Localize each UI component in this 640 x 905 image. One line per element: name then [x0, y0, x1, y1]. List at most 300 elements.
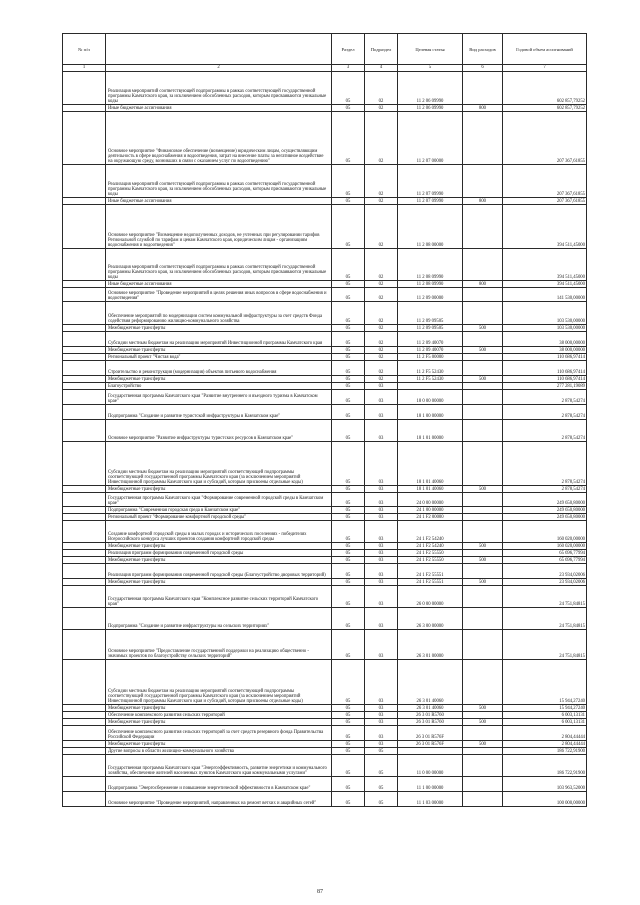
row-name-cell: Основное мероприятие "Финансовое обеспечение (возмещение) юридическим лицам, осуществляющим деятельность в сфере водоснабжения и водоотведения, затрат на внесение платы за негативное воздействие на окружающую среду, возникших в связи с оказанием услуг по водоотведению": [106, 112, 332, 165]
row-section-cell: 05: [332, 288, 365, 302]
row-subsection-cell: 02: [365, 198, 398, 205]
row-name-cell: Подпрограмма "Энергосбережение и повышение энергетической эффективности в Камчатском крае": [106, 777, 332, 792]
row-target-cell: 11 1 00 00000: [398, 777, 463, 792]
row-amount-cell: 394 511,45000: [503, 205, 587, 249]
row-amount-cell: 160 020,00000: [503, 521, 587, 543]
col-number: 4: [365, 65, 398, 72]
row-name-cell: Региональный проект "Чистая вода": [106, 354, 332, 361]
row-section-cell: 05: [332, 741, 365, 748]
row-name-cell: Региональный проект "Формирование комфортной городской среды": [106, 514, 332, 521]
row-subsection-cell: 02: [365, 288, 398, 302]
row-name-cell: Субсидии местным бюджетам на реализацию мероприятий соответствующей подпрограммы соответствующей государственной программы Камчатского края (за исключением мероприятий Инвестиционной программы Камчатского края и субсидий, которым присвоены отдельные коды): [106, 442, 332, 486]
row-section-cell: 05: [332, 608, 365, 630]
row-section-cell: 05: [332, 205, 365, 249]
row-number-cell: [63, 755, 106, 777]
row-section-cell: 05: [332, 420, 365, 442]
row-amount-cell: 110 686,97414: [503, 354, 587, 361]
row-number-cell: [63, 493, 106, 507]
row-section-cell: 05: [332, 347, 365, 354]
row-amount-cell: 249 650,80000: [503, 493, 587, 507]
row-subsection-cell: 03: [365, 514, 398, 521]
row-subsection-cell: 03: [365, 630, 398, 660]
row-number-cell: [63, 302, 106, 325]
row-name-cell: Реализация программ формирования современной городской среды: [106, 550, 332, 557]
row-subsection-cell: 03: [365, 712, 398, 719]
row-target-cell: 11 2 06 09990: [398, 72, 463, 105]
row-number-cell: [63, 198, 106, 205]
row-target-cell: 24 1 F2 00000: [398, 514, 463, 521]
row-type-cell: [463, 302, 503, 325]
row-target-cell: 18 1 01 00000: [398, 420, 463, 442]
row-name-cell: Межбюджетные трансферты: [106, 376, 332, 383]
table-row: [63, 777, 587, 792]
row-subsection-cell: 05: [365, 755, 398, 777]
row-type-cell: [463, 288, 503, 302]
row-type-cell: [463, 405, 503, 420]
row-section-cell: 05: [332, 105, 365, 112]
row-section-cell: 05: [332, 72, 365, 105]
row-target-cell: 24 1 00 00000: [398, 507, 463, 514]
row-name-cell: Государственная программа Камчатского края "Развитие внутреннего и въездного туризма в Камчатском крае": [106, 390, 332, 405]
row-number-cell: [63, 557, 106, 564]
row-section-cell: 05: [332, 390, 365, 405]
row-amount-cell: 6 003,13131: [503, 712, 587, 719]
row-subsection-cell: 03: [365, 608, 398, 630]
row-subsection-cell: 02: [365, 302, 398, 325]
table-row: [63, 390, 587, 405]
row-target-cell: 26 0 00 00000: [398, 586, 463, 608]
table-row: [63, 493, 587, 507]
table-row: [63, 726, 587, 741]
row-name-cell: Основное мероприятие "Проведение мероприятий в целях решения иных вопросов в сфере водоснабжения и водоотведения": [106, 288, 332, 302]
row-amount-cell: 103 530,00000: [503, 302, 587, 325]
header-row: [63, 34, 587, 65]
row-number-cell: [63, 719, 106, 726]
row-target-cell: 11 1 03 00000: [398, 792, 463, 807]
row-name-cell: Основное мероприятие "Предоставление государственной поддержки на реализацию общественно - значимых проектов по благоустройству сельских территорий": [106, 630, 332, 660]
row-number-cell: [63, 712, 106, 719]
col-header-type: Вид расходов: [463, 34, 503, 65]
row-amount-cell: 2 878,54274: [503, 390, 587, 405]
row-number-cell: [63, 376, 106, 383]
row-type-cell: [463, 777, 503, 792]
row-section-cell: 05: [332, 755, 365, 777]
table-row: [63, 521, 587, 543]
row-subsection-cell: 03: [365, 390, 398, 405]
table-row: [63, 741, 587, 748]
row-amount-cell: 2 878,54274: [503, 420, 587, 442]
row-target-cell: 11 2 08 09990: [398, 249, 463, 281]
table-row: [63, 332, 587, 347]
row-name-cell: Подпрограмма "Создание и развитие инфраструктуры на сельских территориях": [106, 608, 332, 630]
table-row: [63, 420, 587, 442]
row-section-cell: 05: [332, 792, 365, 807]
row-number-cell: [63, 726, 106, 741]
row-type-cell: 500: [463, 543, 503, 550]
row-type-cell: 500: [463, 376, 503, 383]
row-amount-cell: 207 367,61855: [503, 165, 587, 198]
row-subsection-cell: 03: [365, 586, 398, 608]
row-subsection-cell: 03: [365, 405, 398, 420]
row-name-cell: Межбюджетные трансферты: [106, 557, 332, 564]
row-number-cell: [63, 630, 106, 660]
row-name-cell: Создание комфортной городской среды в малых городах и исторических поселениях - победителях Всероссийского конкурса лучших проектов создания комфортной городской среды: [106, 521, 332, 543]
row-subsection-cell: 02: [365, 72, 398, 105]
row-number-cell: [63, 543, 106, 550]
row-target-cell: 24 1 F2 54240: [398, 521, 463, 543]
table-row: [63, 198, 587, 205]
row-target-cell: 11 2 07 09990: [398, 198, 463, 205]
row-type-cell: [463, 564, 503, 579]
row-amount-cell: 100 000,00000: [503, 792, 587, 807]
row-target-cell: 26 3 01 40060: [398, 660, 463, 705]
row-target-cell: 11 2 09 40070: [398, 332, 463, 347]
table-row: [63, 586, 587, 608]
row-subsection-cell: 02: [365, 165, 398, 198]
row-amount-cell: 602 857,79252: [503, 105, 587, 112]
row-target-cell: 18 1 01 40060: [398, 442, 463, 486]
row-number-cell: [63, 777, 106, 792]
row-number-cell: [63, 325, 106, 332]
row-amount-cell: 2 878,54274: [503, 486, 587, 493]
row-amount-cell: 160 020,00000: [503, 543, 587, 550]
row-amount-cell: 6 003,13131: [503, 719, 587, 726]
row-amount-cell: 110 686,97414: [503, 361, 587, 376]
row-section-cell: 05: [332, 777, 365, 792]
row-number-cell: [63, 579, 106, 586]
table-row: [63, 486, 587, 493]
row-target-cell: 26 3 01 R5760: [398, 719, 463, 726]
row-name-cell: Основное мероприятие "Возмещение недополученных доходов, не учтенных при регулировании тарифов Региональной службой по тарифам и ценам Камчатского края, юридическим лицам - организациям водоснабжения и водоотведения": [106, 205, 332, 249]
row-number-cell: [63, 486, 106, 493]
row-subsection-cell: 03: [365, 564, 398, 579]
row-subsection-cell: 05: [365, 748, 398, 755]
row-subsection-cell: 03: [365, 705, 398, 712]
row-number-cell: [63, 361, 106, 376]
row-subsection-cell: 03: [365, 741, 398, 748]
table-row: [63, 249, 587, 281]
row-type-cell: [463, 792, 503, 807]
table-row: [63, 564, 587, 579]
table-row: [63, 550, 587, 557]
row-number-cell: [63, 608, 106, 630]
table-row: [63, 105, 587, 112]
col-number: 2: [106, 65, 332, 72]
row-subsection-cell: 03: [365, 521, 398, 543]
row-target-cell: 11 2 08 00000: [398, 205, 463, 249]
row-subsection-cell: 02: [365, 281, 398, 288]
table-row: [63, 755, 587, 777]
row-name-cell: Иные бюджетные ассигнования: [106, 198, 332, 205]
row-section-cell: 05: [332, 281, 365, 288]
row-target-cell: 11 2 F5 52430: [398, 376, 463, 383]
table-row: [63, 442, 587, 486]
table-row: [63, 543, 587, 550]
row-type-cell: [463, 755, 503, 777]
row-amount-cell: 394 511,45000: [503, 281, 587, 288]
row-number-cell: [63, 586, 106, 608]
row-target-cell: 26 3 01 00000: [398, 630, 463, 660]
col-header-target: Целевая статья: [398, 34, 463, 65]
table-row: [63, 288, 587, 302]
row-type-cell: 500: [463, 741, 503, 748]
row-name-cell: Государственная программа Камчатского края "Формирование современной городской среды в Камчатском крае": [106, 493, 332, 507]
row-section-cell: 05: [332, 514, 365, 521]
row-target-cell: 26 3 01 R576F: [398, 726, 463, 741]
table-row: [63, 507, 587, 514]
table-row: [63, 514, 587, 521]
row-type-cell: 800: [463, 198, 503, 205]
table-row: [63, 302, 587, 325]
row-target-cell: 26 3 00 00000: [398, 608, 463, 630]
row-number-cell: [63, 72, 106, 105]
row-name-cell: Иные бюджетные ассигнования: [106, 281, 332, 288]
row-target-cell: 18 0 00 00000: [398, 390, 463, 405]
row-target-cell: 11 0 00 00000: [398, 755, 463, 777]
row-subsection-cell: 03: [365, 557, 398, 564]
row-amount-cell: 602 857,79252: [503, 72, 587, 105]
row-section-cell: 05: [332, 564, 365, 579]
row-target-cell: 11 2 09 40070: [398, 347, 463, 354]
row-name-cell: Межбюджетные трансферты: [106, 543, 332, 550]
row-number-cell: [63, 748, 106, 755]
col-number: 3: [332, 65, 365, 72]
table-row: [63, 579, 587, 586]
row-type-cell: [463, 165, 503, 198]
row-type-cell: [463, 493, 503, 507]
row-section-cell: 05: [332, 354, 365, 361]
row-number-cell: [63, 521, 106, 543]
col-number: 6: [463, 65, 503, 72]
row-type-cell: [463, 249, 503, 281]
row-name-cell: Обеспечение мероприятий по модернизации систем коммунальной инфраструктуры за счет средств Фонда содействия реформированию жилищно-коммунального хозяйства: [106, 302, 332, 325]
document-page: [62, 33, 586, 807]
row-type-cell: 500: [463, 705, 503, 712]
row-target-cell: 18 1 00 00000: [398, 405, 463, 420]
row-subsection-cell: 03: [365, 383, 398, 390]
row-name-cell: Иные бюджетные ассигнования: [106, 105, 332, 112]
row-section-cell: 05: [332, 712, 365, 719]
row-name-cell: Другие вопросы в области жилищно-коммунального хозяйства: [106, 748, 332, 755]
row-target-cell: 24 1 F2 55551: [398, 564, 463, 579]
row-subsection-cell: 02: [365, 347, 398, 354]
row-amount-cell: 207 367,61855: [503, 198, 587, 205]
row-type-cell: [463, 383, 503, 390]
row-number-cell: [63, 112, 106, 165]
row-amount-cell: 207 367,61855: [503, 112, 587, 165]
row-section-cell: 05: [332, 521, 365, 543]
table-row: [63, 112, 587, 165]
row-amount-cell: 24 751,84815: [503, 608, 587, 630]
row-amount-cell: 141 530,00000: [503, 288, 587, 302]
row-name-cell: Строительство и реконструкция (модернизация) объектов питьевого водоснабжения: [106, 361, 332, 376]
row-number-cell: [63, 205, 106, 249]
row-target-cell: [398, 383, 463, 390]
row-type-cell: [463, 521, 503, 543]
row-name-cell: Основное мероприятие "Развитие инфраструктуры туристских ресурсов в Камчатском крае": [106, 420, 332, 442]
budget-table: [62, 33, 587, 807]
row-name-cell: Реализация мероприятий соответствующей подпрограммы в рамках соответствующей государственной программы Камчатского края, за исключением обособленных расходов, которым присваиваются уникальные коды: [106, 249, 332, 281]
row-subsection-cell: 02: [365, 112, 398, 165]
row-type-cell: [463, 748, 503, 755]
row-amount-cell: 249 650,80000: [503, 514, 587, 521]
table-row: [63, 660, 587, 705]
row-target-cell: [398, 748, 463, 755]
row-section-cell: 05: [332, 550, 365, 557]
row-number-cell: [63, 442, 106, 486]
row-section-cell: 05: [332, 165, 365, 198]
row-number-cell: [63, 383, 106, 390]
row-subsection-cell: 02: [365, 354, 398, 361]
row-target-cell: 11 2 08 09990: [398, 281, 463, 288]
row-amount-cell: 103 530,00000: [503, 325, 587, 332]
row-section-cell: 05: [332, 719, 365, 726]
row-target-cell: 11 2 F5 52430: [398, 361, 463, 376]
row-name-cell: Межбюджетные трансферты: [106, 347, 332, 354]
row-target-cell: 24 1 F2 55551: [398, 579, 463, 586]
page-number: 87: [317, 889, 323, 895]
row-name-cell: Межбюджетные трансферты: [106, 705, 332, 712]
row-section-cell: 05: [332, 726, 365, 741]
row-type-cell: [463, 361, 503, 376]
row-subsection-cell: 02: [365, 249, 398, 281]
table-row: [63, 630, 587, 660]
row-number-cell: [63, 354, 106, 361]
row-section-cell: 05: [332, 486, 365, 493]
row-type-cell: 500: [463, 325, 503, 332]
row-amount-cell: 24 751,84815: [503, 630, 587, 660]
row-section-cell: 05: [332, 302, 365, 325]
row-subsection-cell: 02: [365, 205, 398, 249]
row-amount-cell: 394 511,45000: [503, 249, 587, 281]
row-type-cell: [463, 442, 503, 486]
row-section-cell: 05: [332, 630, 365, 660]
row-subsection-cell: 03: [365, 486, 398, 493]
row-number-cell: [63, 792, 106, 807]
table-row: [63, 792, 587, 807]
row-section-cell: 05: [332, 579, 365, 586]
col-header-amount: Годовой объем ассигнований: [503, 34, 587, 65]
row-target-cell: 24 0 00 00000: [398, 493, 463, 507]
col-header-number: № п/п: [63, 34, 106, 65]
row-name-cell: Подпрограмма "Современная городская среда в Камчатском крае": [106, 507, 332, 514]
row-name-cell: Межбюджетные трансферты: [106, 325, 332, 332]
row-type-cell: 800: [463, 105, 503, 112]
row-subsection-cell: 03: [365, 719, 398, 726]
row-type-cell: [463, 660, 503, 705]
row-type-cell: [463, 72, 503, 105]
row-number-cell: [63, 281, 106, 288]
row-amount-cell: 23 934,02006: [503, 564, 587, 579]
row-type-cell: 500: [463, 579, 503, 586]
row-amount-cell: 2 878,54274: [503, 405, 587, 420]
row-section-cell: 05: [332, 325, 365, 332]
row-number-cell: [63, 660, 106, 705]
col-number: 5: [398, 65, 463, 72]
row-target-cell: 26 3 01 40060: [398, 705, 463, 712]
row-amount-cell: 2 804,44444: [503, 741, 587, 748]
row-name-cell: Субсидии местным бюджетам на реализацию мероприятий соответствующей подпрограммы соответствующей государственной программы Камчатского края (за исключением мероприятий Инвестиционной программы Камчатского края и субсидий, которым присвоены отдельные коды): [106, 660, 332, 705]
row-amount-cell: 24 751,84815: [503, 586, 587, 608]
row-section-cell: 05: [332, 383, 365, 390]
row-number-cell: [63, 514, 106, 521]
row-amount-cell: 38 000,00000: [503, 332, 587, 347]
row-subsection-cell: 02: [365, 361, 398, 376]
row-section-cell: 05: [332, 198, 365, 205]
row-subsection-cell: 02: [365, 325, 398, 332]
table-row: [63, 705, 587, 712]
row-amount-cell: 38 000,00000: [503, 347, 587, 354]
row-amount-cell: 103 963,52000: [503, 777, 587, 792]
row-target-cell: 11 2 07 00000: [398, 112, 463, 165]
row-target-cell: 26 3 01 R576F: [398, 741, 463, 748]
row-number-cell: [63, 288, 106, 302]
row-type-cell: 500: [463, 347, 503, 354]
row-target-cell: 11 2 09 00000: [398, 288, 463, 302]
row-number-cell: [63, 564, 106, 579]
row-section-cell: 05: [332, 586, 365, 608]
row-type-cell: [463, 514, 503, 521]
row-subsection-cell: 03: [365, 543, 398, 550]
row-type-cell: [463, 205, 503, 249]
row-type-cell: [463, 712, 503, 719]
row-subsection-cell: 03: [365, 507, 398, 514]
table-row: [63, 205, 587, 249]
table-row: [63, 376, 587, 383]
table-row: [63, 719, 587, 726]
table-row: [63, 748, 587, 755]
row-name-cell: Государственная программа Камчатского края "Комплексное развитие сельских территорий Камчатского края": [106, 586, 332, 608]
row-amount-cell: 15 944,27240: [503, 705, 587, 712]
row-amount-cell: 2 878,54274: [503, 442, 587, 486]
row-target-cell: 24 1 F2 55550: [398, 550, 463, 557]
row-amount-cell: 186 722,91900: [503, 748, 587, 755]
row-type-cell: [463, 550, 503, 557]
row-section-cell: 05: [332, 249, 365, 281]
row-section-cell: 05: [332, 493, 365, 507]
row-target-cell: 11 2 09 09505: [398, 302, 463, 325]
row-subsection-cell: 02: [365, 376, 398, 383]
row-name-cell: Межбюджетные трансферты: [106, 579, 332, 586]
column-numbers-row: [63, 65, 587, 72]
row-number-cell: [63, 332, 106, 347]
row-section-cell: 05: [332, 376, 365, 383]
row-target-cell: 26 3 01 R5760: [398, 712, 463, 719]
row-number-cell: [63, 249, 106, 281]
row-subsection-cell: 03: [365, 442, 398, 486]
col-header-name: [106, 34, 332, 65]
row-section-cell: 05: [332, 557, 365, 564]
row-number-cell: [63, 550, 106, 557]
row-amount-cell: 2 804,44444: [503, 726, 587, 741]
row-name-cell: Обеспечение комплексного развития сельских территорий: [106, 712, 332, 719]
table-row: [63, 347, 587, 354]
row-section-cell: 05: [332, 748, 365, 755]
row-number-cell: [63, 105, 106, 112]
row-type-cell: [463, 630, 503, 660]
row-number-cell: [63, 741, 106, 748]
row-subsection-cell: 05: [365, 777, 398, 792]
row-subsection-cell: 02: [365, 105, 398, 112]
col-header-subsection: Подраздел: [365, 34, 398, 65]
row-type-cell: [463, 354, 503, 361]
row-section-cell: 05: [332, 332, 365, 347]
row-type-cell: [463, 608, 503, 630]
row-subsection-cell: 05: [365, 792, 398, 807]
col-header-section: Раздел: [332, 34, 365, 65]
row-amount-cell: 23 934,02006: [503, 579, 587, 586]
table-row: [63, 361, 587, 376]
